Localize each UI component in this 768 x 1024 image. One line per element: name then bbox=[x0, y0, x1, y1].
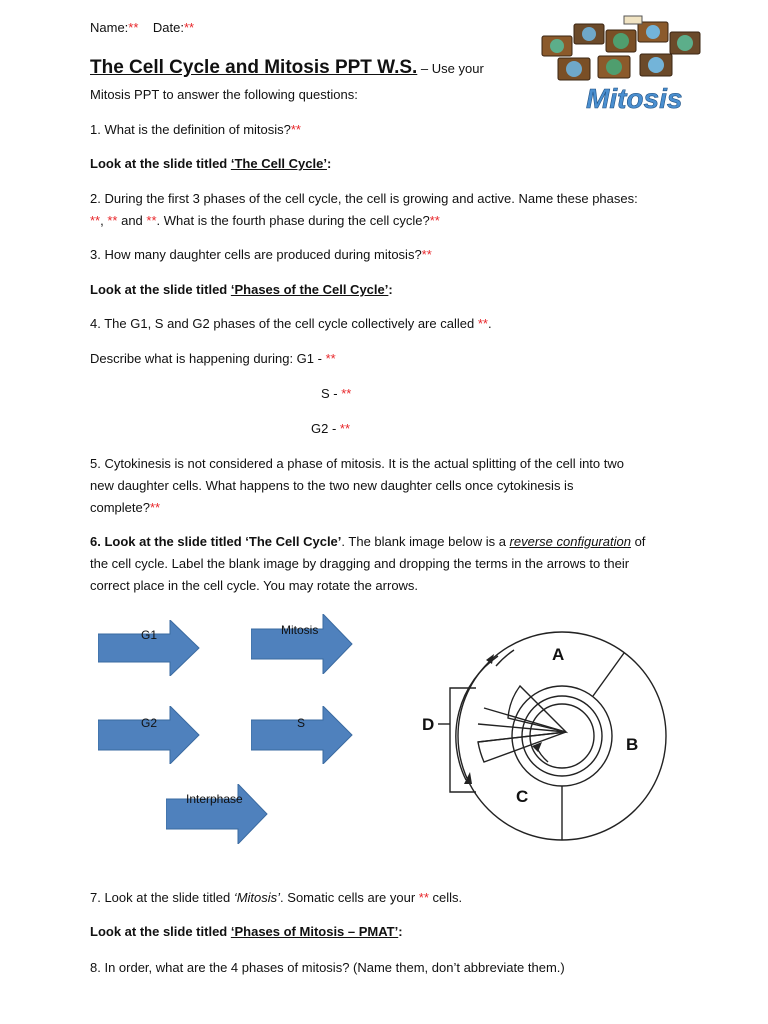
reverse-configuration-term: reverse configuration bbox=[509, 534, 631, 549]
q2-sep: , bbox=[100, 213, 108, 228]
divider-ab bbox=[593, 653, 624, 696]
arc-arrow-left bbox=[456, 656, 498, 780]
question-4 bbox=[90, 313, 492, 334]
section-heading-cell-cycle bbox=[90, 153, 331, 174]
question-6-line-1 bbox=[90, 531, 645, 552]
question-3 bbox=[90, 244, 432, 265]
section-2-slide: ‘Phases of the Cell Cycle’ bbox=[230, 282, 389, 297]
mitosis-logo-image bbox=[528, 14, 712, 114]
date-blank[interactable]: ** bbox=[183, 20, 195, 35]
arrow-interphase-label: Interphase bbox=[186, 792, 243, 806]
books-illustration bbox=[542, 16, 700, 80]
label-d: D bbox=[422, 715, 435, 734]
describe-g2 bbox=[311, 418, 350, 439]
q2-and: and bbox=[117, 213, 147, 228]
section-2-suffix: : bbox=[388, 282, 393, 297]
question-7-pre: 7. Look at the slide titled bbox=[90, 890, 234, 905]
answer-7-blank[interactable]: ** bbox=[418, 890, 429, 905]
section-1-suffix: : bbox=[326, 156, 332, 171]
cell-cycle-diagram bbox=[420, 612, 680, 882]
name-label: Name: bbox=[90, 20, 129, 35]
question-5-line-2: new daughter cells. What happens to the two new daughter cells once cytokinesis is bbox=[90, 478, 574, 493]
section-2-prefix: Look at the slide titled bbox=[90, 282, 231, 297]
describe-s bbox=[321, 383, 351, 404]
question-3-text: 3. How many daughter cells are produced during mitosis? bbox=[90, 247, 422, 262]
arrow-g2[interactable] bbox=[98, 706, 200, 764]
describe-text: Describe what is happening during: G1 - bbox=[90, 351, 326, 366]
name-blank[interactable]: ** bbox=[128, 20, 139, 35]
question-6-of: of bbox=[630, 534, 646, 549]
question-1 bbox=[90, 119, 301, 140]
section-heading-pmat bbox=[90, 921, 403, 942]
question-6-bold: 6. Look at the slide titled ‘The Cell Cycle’ bbox=[90, 534, 342, 549]
question-6-line-2: the cell cycle. Label the blank image by dragging and dropping the terms in the arrows to their bbox=[90, 556, 630, 571]
question-7-slide: ‘Mitosis’ bbox=[233, 890, 281, 905]
name-date-line bbox=[90, 17, 194, 38]
question-6-line-3: correct place in the cell cycle. You may rotate the arrows. bbox=[90, 578, 419, 593]
title-line-2: Mitosis PPT to answer the following questions: bbox=[90, 87, 358, 102]
answer-4-blank[interactable]: ** bbox=[477, 316, 488, 331]
question-5-line-3 bbox=[90, 497, 160, 518]
question-7-mid: . Somatic cells are your bbox=[280, 890, 419, 905]
answer-2d-blank[interactable]: ** bbox=[429, 213, 440, 228]
arrow-s-label: S bbox=[297, 716, 306, 730]
answer-1-blank[interactable]: ** bbox=[290, 122, 301, 137]
question-5-line-3-text: complete? bbox=[90, 500, 150, 515]
answer-3-blank[interactable]: ** bbox=[421, 247, 432, 262]
question-7-end: cells. bbox=[428, 890, 463, 905]
answer-2a-blank[interactable]: ** bbox=[90, 213, 101, 228]
answer-2c-blank[interactable]: ** bbox=[146, 213, 157, 228]
logo-word: Mitosis bbox=[586, 83, 683, 114]
answer-g2-blank[interactable]: ** bbox=[339, 421, 351, 436]
arrow-g2-label: G2 bbox=[141, 716, 158, 730]
answer-2b-blank[interactable]: ** bbox=[107, 213, 118, 228]
section-3-prefix: Look at the slide titled bbox=[90, 924, 231, 939]
answer-s-blank[interactable]: ** bbox=[341, 386, 352, 401]
date-label: Date: bbox=[152, 20, 184, 35]
arrow-mitosis-label: Mitosis bbox=[281, 623, 319, 637]
title-suffix: – Use your bbox=[417, 61, 484, 76]
answer-g1-blank[interactable]: ** bbox=[325, 351, 336, 366]
wedge-bottom bbox=[478, 732, 566, 762]
arrow-g1-label: G1 bbox=[141, 628, 158, 642]
question-8: 8. In order, what are the 4 phases of mitosis? (Name them, don’t abbreviate them.) bbox=[90, 960, 565, 975]
q2-rest: . What is the fourth phase during the cell cycle? bbox=[156, 213, 430, 228]
question-6-rest: . The blank image below is a bbox=[341, 534, 510, 549]
describe-g1 bbox=[90, 348, 336, 369]
section-3-suffix: : bbox=[398, 924, 403, 939]
g2-label: G2 - bbox=[311, 421, 340, 436]
section-heading-phases-cell-cycle bbox=[90, 279, 393, 300]
question-2-line-1: 2. During the first 3 phases of the cell cycle, the cell is growing and active. Name these phases: bbox=[90, 191, 638, 206]
question-4-text: 4. The G1, S and G2 phases of the cell cycle collectively are called bbox=[90, 316, 478, 331]
title-main: The Cell Cycle and Mitosis PPT W.S. bbox=[90, 57, 418, 78]
section-1-slide: ‘The Cell Cycle’ bbox=[230, 156, 327, 171]
q4-end: . bbox=[487, 316, 492, 331]
question-1-text: 1. What is the definition of mitosis? bbox=[90, 122, 291, 137]
arc-arrow-top bbox=[496, 650, 514, 666]
question-2-line-2 bbox=[90, 210, 440, 231]
inner-ring-inner bbox=[530, 704, 594, 768]
section-3-slide: ‘Phases of Mitosis – PMAT’ bbox=[230, 924, 399, 939]
worksheet-title bbox=[90, 55, 484, 82]
arrow-s[interactable] bbox=[251, 706, 353, 764]
answer-5-blank[interactable]: ** bbox=[149, 500, 161, 515]
label-b: B bbox=[626, 735, 639, 754]
s-label: S - bbox=[321, 386, 342, 401]
section-1-prefix: Look at the slide titled bbox=[90, 156, 231, 171]
arrowhead-top bbox=[486, 654, 494, 664]
label-a: A bbox=[552, 645, 565, 664]
question-7 bbox=[90, 887, 462, 908]
question-5-line-1: 5. Cytokinesis is not considered a phase of mitosis. It is the actual splitting of the cell into two bbox=[90, 456, 624, 471]
label-c: C bbox=[516, 787, 529, 806]
